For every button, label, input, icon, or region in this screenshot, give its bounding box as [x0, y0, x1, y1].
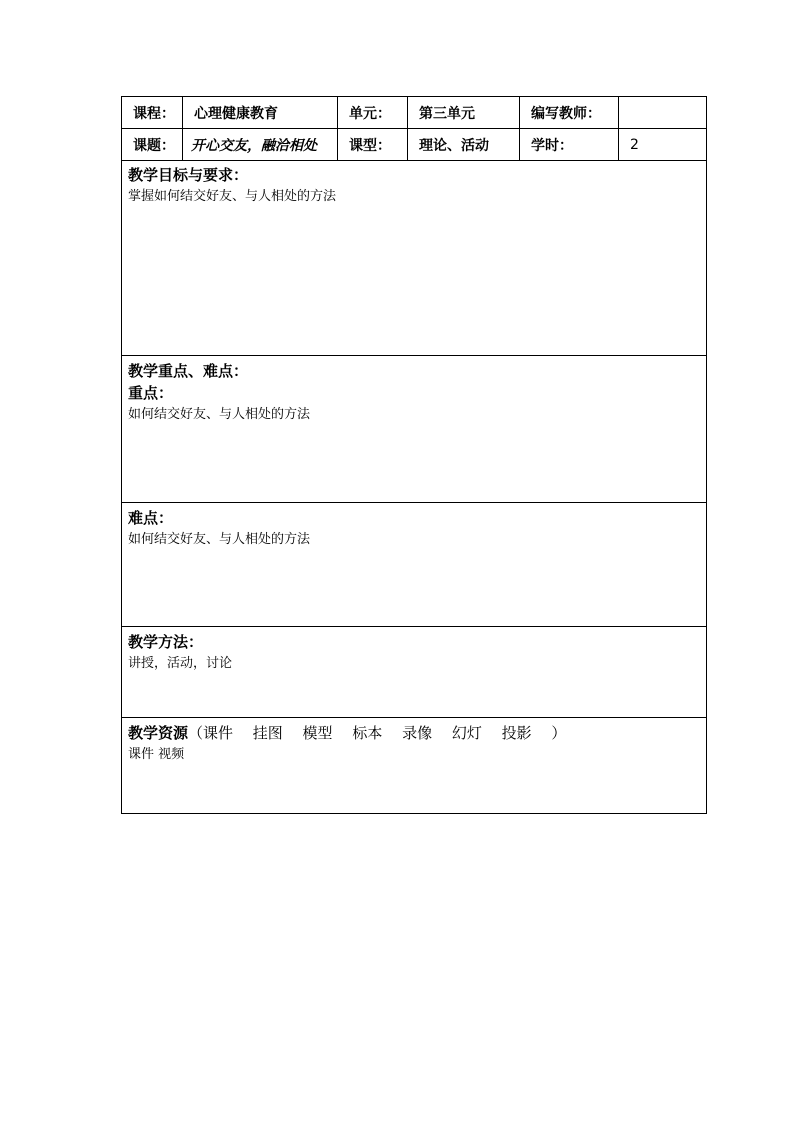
- teacher-value: [619, 97, 707, 129]
- difficulties-body: 如何结交好友、与人相处的方法: [128, 532, 311, 547]
- type-value: 理论、活动: [408, 129, 520, 161]
- header-row-course: [122, 97, 707, 129]
- key-points-section: [121, 356, 707, 503]
- difficulties-title: 难点：: [128, 509, 174, 527]
- lesson-header-table: [121, 96, 707, 161]
- methods-title: 教学方法：: [128, 633, 204, 651]
- key-points-title: 教学重点、难点：: [128, 362, 249, 380]
- methods-body: 讲授，活动，讨论: [128, 656, 233, 671]
- header-row-topic: [122, 129, 707, 161]
- resources-title-label: 教学资源: [128, 724, 189, 742]
- resources-options: （课件 挂图 模型 标本 录像 幻灯 投影 ）: [188, 724, 567, 742]
- resources-section: [121, 718, 707, 814]
- unit-value: 第三单元: [408, 97, 520, 129]
- resources-body: 课件 视频: [128, 747, 185, 762]
- objectives-section: [121, 160, 707, 356]
- unit-label: 单元：: [338, 97, 408, 129]
- objectives-body: 掌握如何结交好友、与人相处的方法: [128, 189, 337, 204]
- resources-title: [128, 722, 700, 744]
- teacher-label: 编写教师：: [520, 97, 619, 129]
- key-points-body: 如何结交好友、与人相处的方法: [128, 407, 311, 422]
- hours-value: 2: [619, 129, 707, 161]
- course-label: 课程：: [122, 97, 183, 129]
- type-label: 课型：: [338, 129, 408, 161]
- objectives-title: 教学目标与要求：: [128, 166, 249, 184]
- topic-value: 开心交友，融洽相处: [183, 129, 338, 161]
- topic-label: 课题：: [122, 129, 183, 161]
- key-points-subtitle: 重点：: [128, 384, 174, 402]
- methods-section: [121, 627, 707, 718]
- difficulties-section: [121, 503, 707, 627]
- course-value: 心理健康教育: [183, 97, 338, 129]
- hours-label: 学时：: [520, 129, 619, 161]
